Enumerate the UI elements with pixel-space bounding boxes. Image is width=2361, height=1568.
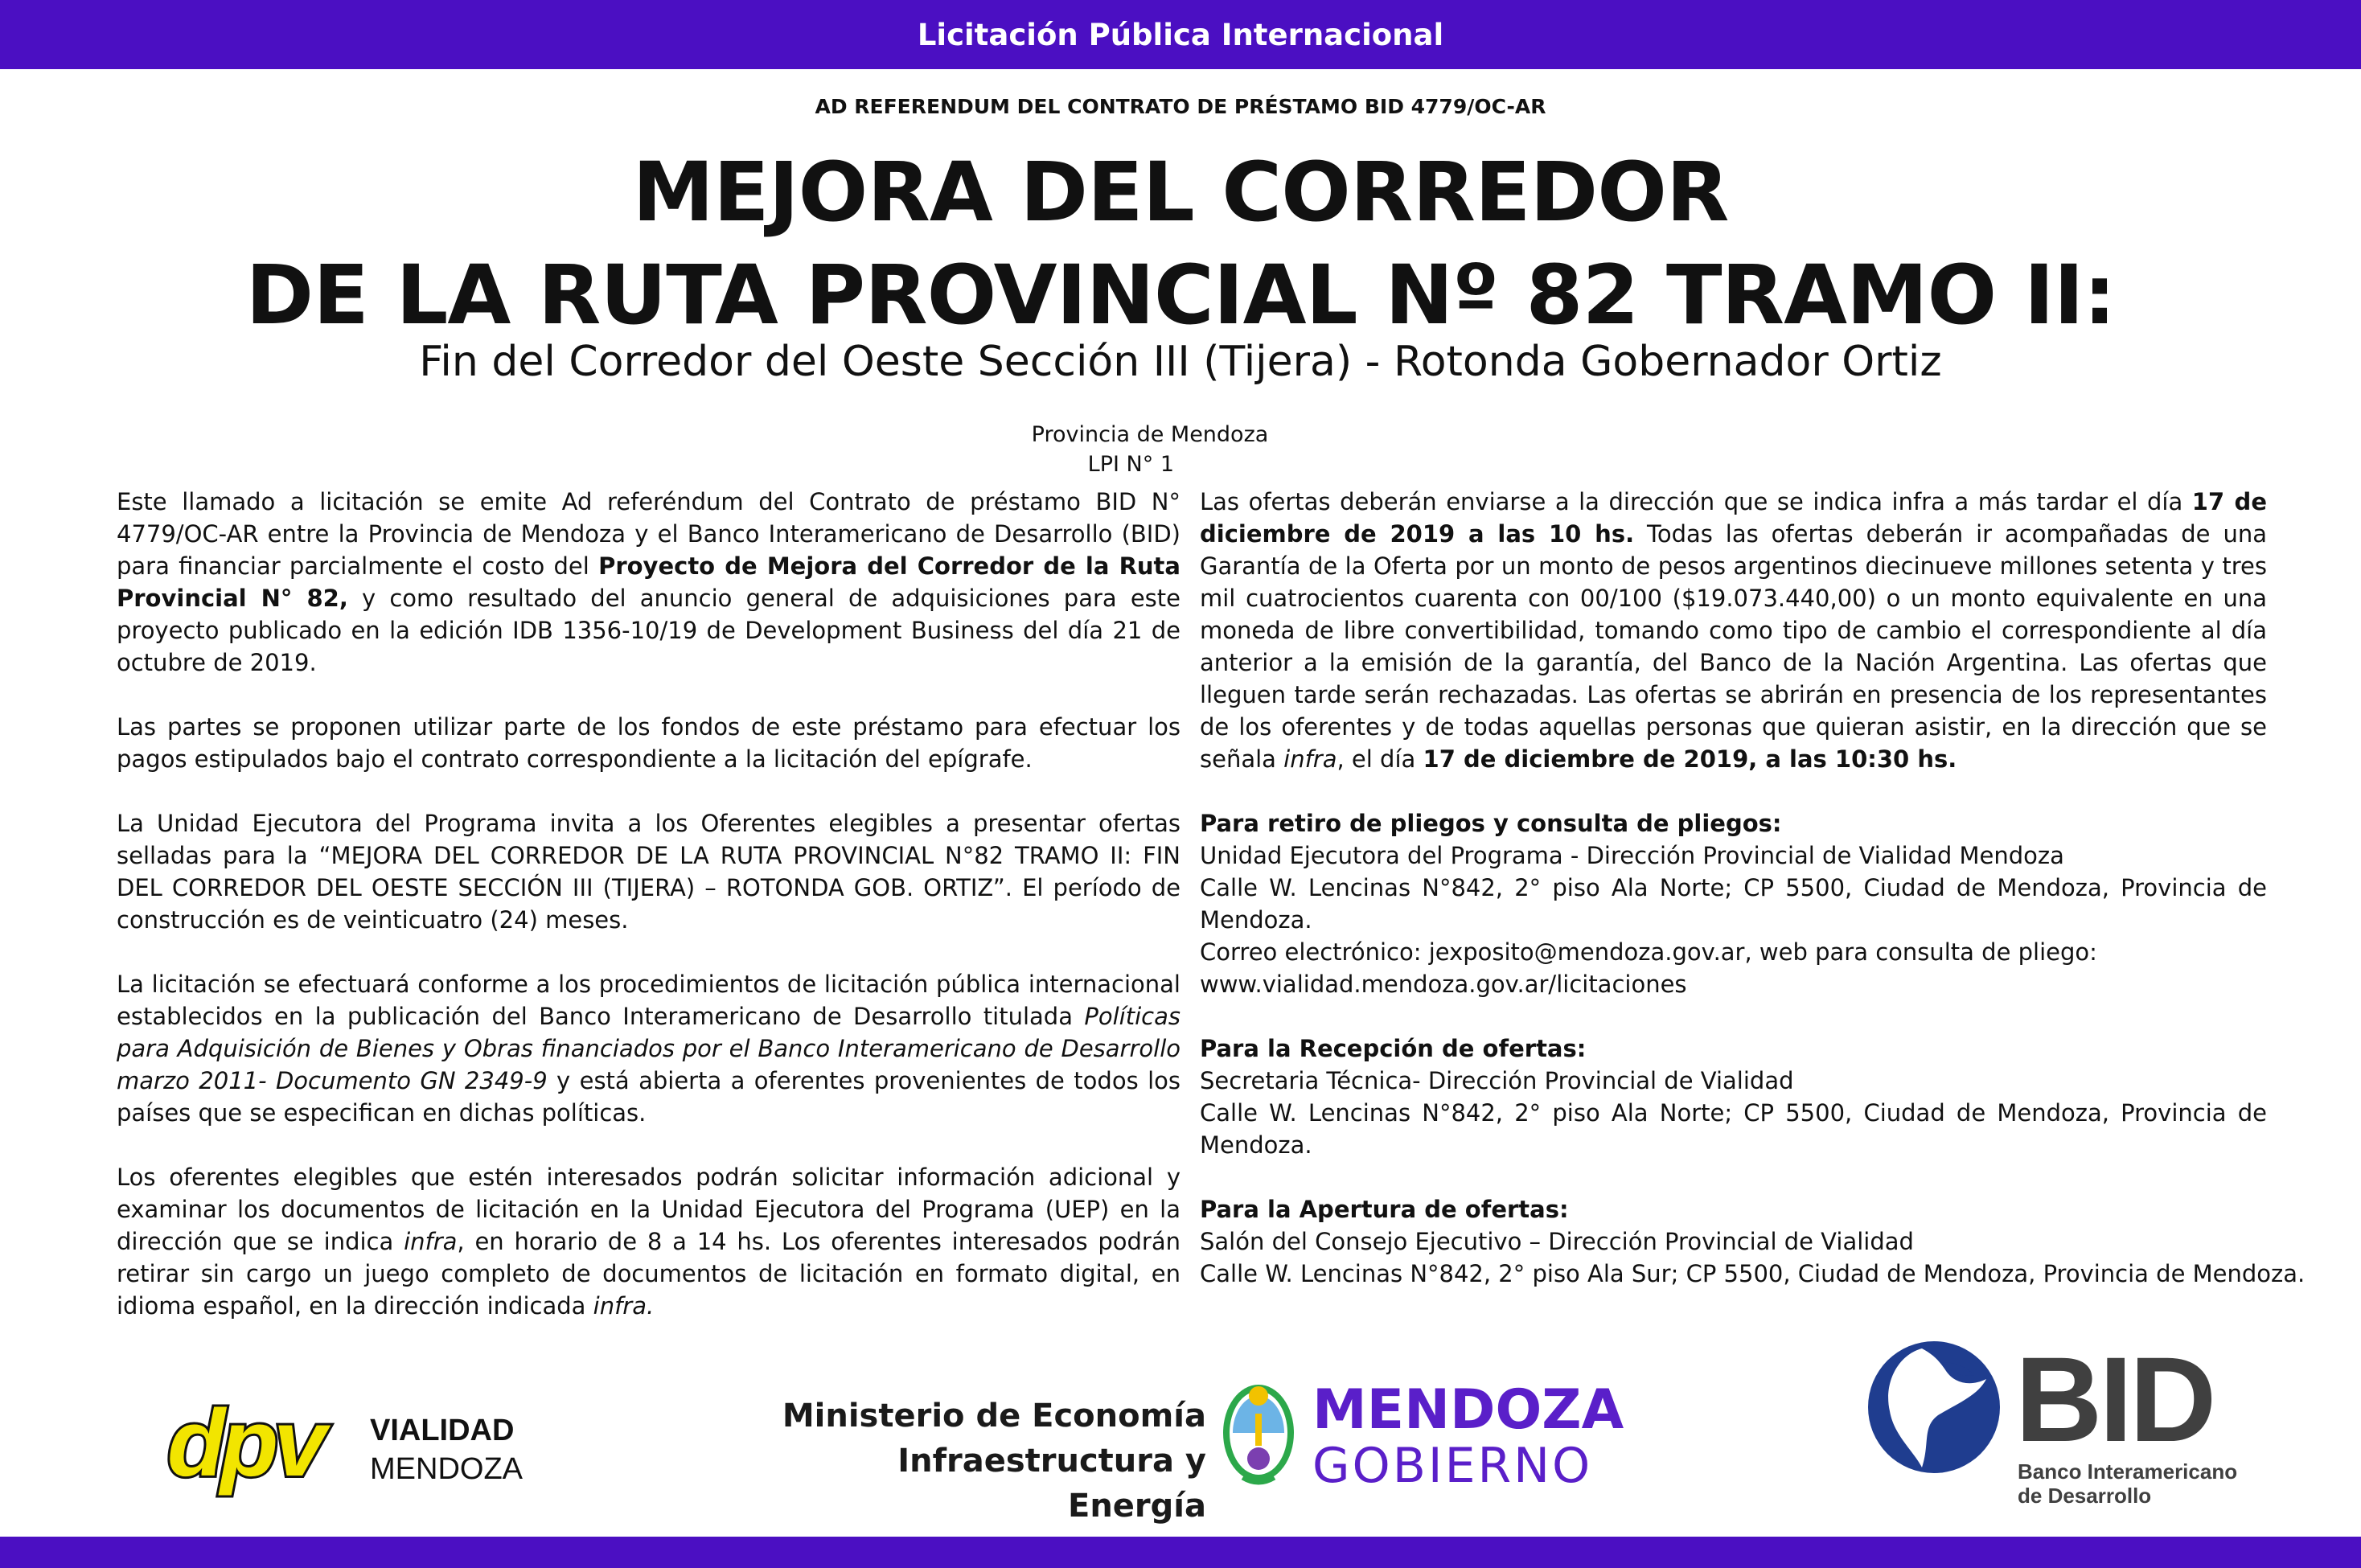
- recepcion-line: Secretaria Técnica- Dirección Provincial de Vialidad: [1200, 1067, 1794, 1094]
- text-run: La licitación se efectuará conforme a los procedimientos de licitación pública internacional establecidos en la publicación del Banco Interamericano de Desarrollo titulada: [117, 971, 1180, 1030]
- recepcion-heading: [1200, 1032, 2267, 1065]
- deadline-date: 17 de diciembre de 2019 a las 10 hs.: [1200, 488, 2267, 548]
- heading-text: Para retiro de pliegos y consulta de pliegos:: [1200, 810, 1782, 837]
- policy-title: Políticas para Adquisición de Bienes y Obras financiados por el Banco Interamericano de Desarrollo marzo 2011- Documento GN 2349-9: [117, 1003, 1180, 1094]
- dpv-logo: [161, 1395, 362, 1500]
- paragraph-deadline: [1200, 486, 2267, 775]
- bid-globe-icon: [1866, 1339, 2002, 1476]
- bid-name-line2: de Desarrollo: [2018, 1484, 2152, 1508]
- kicker: AD REFERENDUM DEL CONTRATO DE PRÉSTAMO BID 4779/OC-AR: [815, 95, 1546, 118]
- apertura-line: Calle W. Lencinas N°842, 2° piso Ala Sur; CP 5500, Ciudad de Mendoza, Provincia de Mendoza.: [1200, 1260, 2306, 1287]
- text-run: y como resultado del anuncio general de adquisiciones para este proyecto publicado en la edición IDB 1356-10/19 de Development Business del día 21 de octubre de 2019.: [117, 585, 1180, 676]
- mendoza-gobierno-label: [1312, 1378, 1624, 1494]
- text-run: Todas las ofertas deberán ir acompañadas de una Garantía de la Oferta por un monto de pesos argentinos diecinueve millones setenta y tres mil cuatrocientos cuarenta con 00/100 ($19.073.440,00) o un monto equivalente en una moneda de libre convertibilidad, tomando como tipo de cambio el correspondiente al día anterior a la emisión de la garantía, del Banco de la Nación Argentina. Las ofertas que lleguen tarde serán rechazadas. Las ofertas se abrirán en presencia de los representantes de los oferentes y de todas aquellas personas que quieran asistir, en la dirección que se señala: [1200, 520, 2267, 773]
- text-run: , en horario de 8 a 14 hs. Los oferentes interesados podrán retirar sin cargo un juego completo de documentos de licitación en formato digital, en idioma español, en la dirección indicada: [117, 1228, 1180, 1320]
- text-run: Los oferentes elegibles que estén interesados podrán solicitar información adicional y examinar los documentos de licitación en la Unidad Ejecutora del Programa (UEP) en la dirección que se indica: [117, 1164, 1180, 1255]
- banner-title: Licitación Pública Internacional: [917, 17, 1444, 52]
- apertura-line: Salón del Consejo Ejecutivo – Dirección Provincial de Vialidad: [1200, 1228, 1914, 1255]
- paragraph-funds: Las partes se proponen utilizar parte de los fondos de este préstamo para efectuar los pagos estipulados bajo el contrato correspondiente a la licitación del epígrafe.: [117, 713, 1180, 773]
- heading-text: Para la Apertura de ofertas:: [1200, 1196, 1569, 1223]
- ministerio-label: [772, 1394, 1206, 1529]
- text-run-italic: infra: [404, 1228, 458, 1255]
- paragraph-call: [117, 486, 1180, 679]
- page-title-line1: MEJORA DEL CORREDOR: [632, 145, 1729, 240]
- paragraph-invitation: La Unidad Ejecutora del Programa invita a los Oferentes elegibles a presentar ofertas selladas para la “MEJORA DEL CORREDOR DE LA RUTA PROVINCIAL N°82 TRAMO II: FIN DEL CORREDOR DEL OESTE SECCIÓN III (TIJERA) – ROTONDA GOB. ORTIZ”. El período de construcción es de veinticuatro (24) meses.: [117, 810, 1180, 934]
- text-run: , el día: [1337, 745, 1423, 773]
- right-column: [1200, 486, 2306, 1290]
- ministerio-line2: Infraestructura y Energía: [897, 1443, 1206, 1525]
- text-run: y está abierta a oferentes provenientes de todos los países que se especifican en dichas políticas.: [117, 1067, 1180, 1127]
- mendoza-line2: GOBIERNO: [1312, 1438, 1593, 1494]
- heading-text: Para la Recepción de ofertas:: [1200, 1035, 1587, 1062]
- text-run: Las ofertas deberán enviarse a la dirección que se indica infra a más tardar el día: [1200, 488, 2192, 515]
- retiro-line: Unidad Ejecutora del Programa - Dirección Provincial de Vialidad Mendoza: [1200, 842, 2064, 869]
- retiro-email-line: Correo electrónico: jexposito@mendoza.gov.ar, web para consulta de pliego:: [1200, 938, 2097, 966]
- vialidad-line2: MENDOZA: [370, 1452, 523, 1486]
- paragraph-procedures: [117, 968, 1180, 1129]
- dpv-logo-text: dpv: [167, 1395, 322, 1496]
- bid-name-line1: Banco Interamericano: [2018, 1459, 2238, 1484]
- vialidad-line1: VIALIDAD: [370, 1414, 515, 1447]
- bid-wordmark: BID: [2015, 1332, 2214, 1467]
- opening-date: 17 de diciembre de 2019, a las 10:30 hs.: [1423, 745, 1957, 773]
- ministerio-line1: Ministerio de Economía: [782, 1398, 1206, 1435]
- retiro-line: Calle W. Lencinas N°842, 2° piso Ala Norte; CP 5500, Ciudad de Mendoza, Provincia de Mendoza.: [1200, 874, 2267, 934]
- retiro-web-link[interactable]: www.vialidad.mendoza.gov.ar/licitaciones: [1200, 971, 1687, 998]
- recepcion-line: Calle W. Lencinas N°842, 2° piso Ala Norte; CP 5500, Ciudad de Mendoza, Provincia de Mendoza.: [1200, 1099, 2267, 1159]
- apertura-heading: [1200, 1193, 2267, 1225]
- project-name: Proyecto de Mejora del Corredor de la Ruta Provincial N° 82,: [117, 552, 1180, 612]
- retiro-heading: [1200, 807, 2267, 839]
- province-label: Provincia de Mendoza: [1031, 422, 1269, 447]
- left-column: [117, 486, 1180, 1322]
- lpi-label: LPI N° 1: [1087, 452, 1174, 477]
- bottom-bar: [0, 1537, 2361, 1568]
- page-title-line2: DE LA RUTA PROVINCIAL Nº 82 TRAMO II:: [245, 248, 2116, 343]
- text-run-italic: infra.: [593, 1292, 655, 1320]
- top-banner: [0, 0, 2361, 69]
- text-run: Este llamado a licitación se emite Ad referéndum del Contrato de préstamo BID N° 4779/OC-AR entre la Provincia de Mendoza y el Banco Interamericano de Desarrollo (BID) para financiar parcialmente el costo del: [117, 488, 1180, 580]
- vialidad-label: [370, 1411, 523, 1488]
- page-subtitle: Fin del Corredor del Oeste Sección III (Tijera) - Rotonda Gobernador Ortiz: [419, 338, 1942, 386]
- mendoza-coat-of-arms-icon: [1218, 1375, 1299, 1488]
- bid-full-name: [2018, 1459, 2237, 1508]
- text-run-italic: infra: [1283, 745, 1337, 773]
- paragraph-information: [117, 1161, 1180, 1322]
- mendoza-line1: MENDOZA: [1312, 1378, 1624, 1442]
